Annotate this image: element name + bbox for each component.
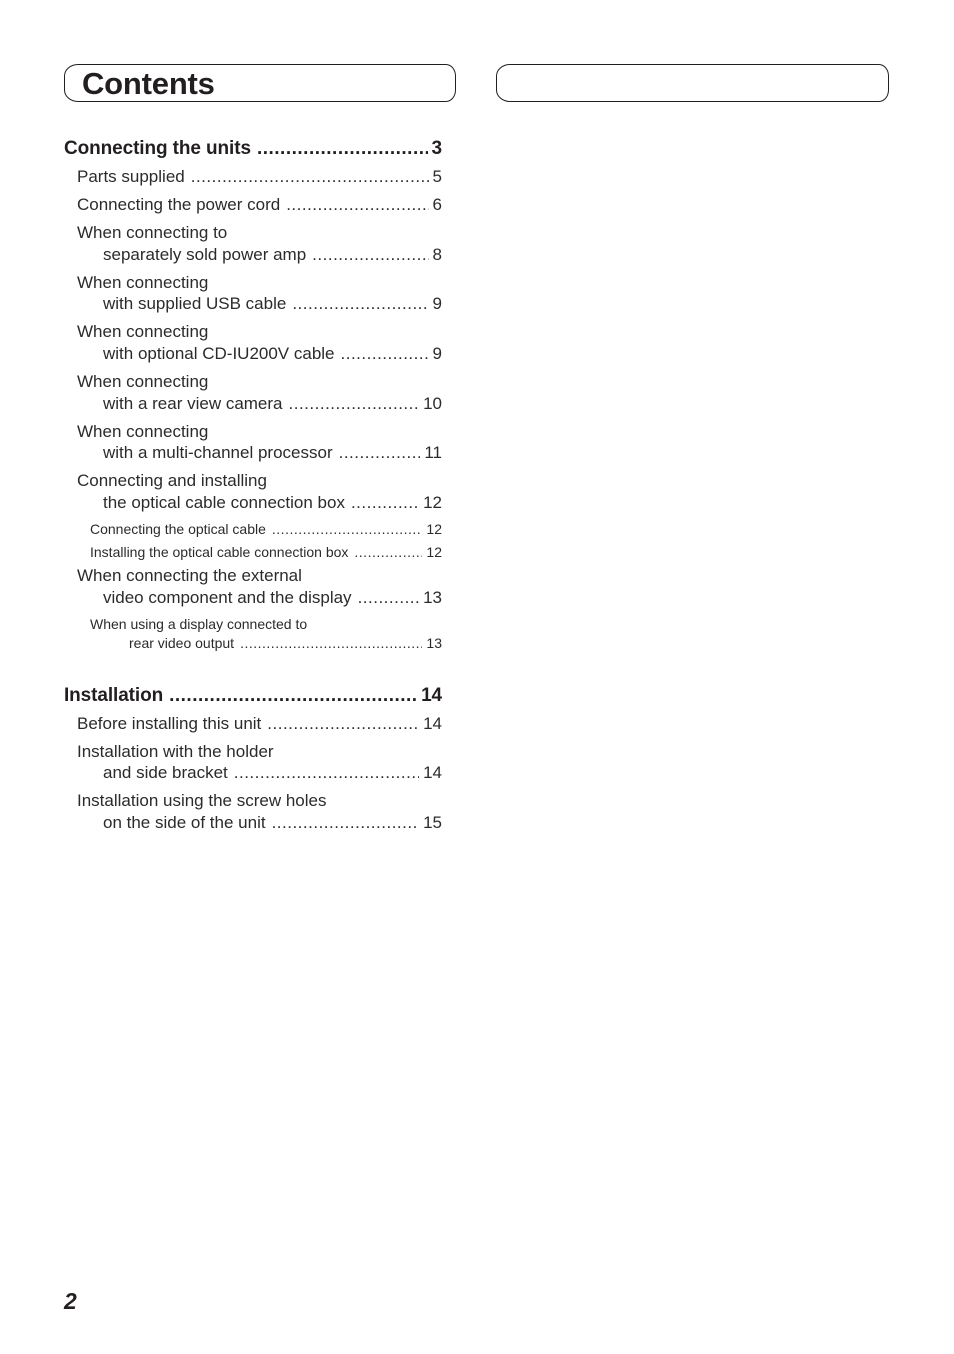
toc-entry-optical-box-line1[interactable]: Connecting and installing xyxy=(77,471,267,490)
toc-entry-power-cord[interactable]: Connecting the power cord ..... 6 xyxy=(64,195,442,215)
toc-entry-screw-holes-line1[interactable]: Installation using the screw holes xyxy=(77,791,327,810)
toc-section-connecting-units[interactable]: Connecting the units ..... 3 xyxy=(64,138,442,160)
toc-entry-usb-cable[interactable]: with supplied USB cable ..... 9 xyxy=(64,294,442,314)
toc-entry-external-video-line1[interactable]: When connecting the external xyxy=(77,566,302,585)
toc-entry-optical-box[interactable]: the optical cable connection box ..... 12 xyxy=(64,493,442,513)
empty-title-box xyxy=(496,64,889,102)
toc-entry-cd-iu200v[interactable]: with optional CD-IU200V cable ..... 9 xyxy=(64,344,442,364)
toc-entry-power-amp[interactable]: separately sold power amp ..... 8 xyxy=(64,245,442,265)
toc-entry-optical-cable[interactable]: Connecting the optical cable ..... 12 xyxy=(64,521,442,537)
toc-entry-holder-bracket[interactable]: and side bracket ..... 14 xyxy=(64,763,442,783)
toc-entry-before-installing[interactable]: Before installing this unit ..... 14 xyxy=(64,714,442,734)
toc-entry-rear-camera[interactable]: with a rear view camera ..... 10 xyxy=(64,394,442,414)
toc-entry-multi-channel-line1[interactable]: When connecting xyxy=(77,422,209,441)
page-number: 2 xyxy=(64,1288,77,1314)
toc-entry-cd-iu200v-line1[interactable]: When connecting xyxy=(77,322,209,341)
toc-entry-rear-video-line1[interactable]: When using a display connected to xyxy=(90,616,308,632)
page-title: Contents xyxy=(82,66,215,101)
toc-entry-power-amp-line1[interactable]: When connecting to xyxy=(77,223,228,242)
toc-entry-multi-channel[interactable]: with a multi-channel processor ..... 11 xyxy=(64,443,442,463)
toc-section-installation[interactable]: Installation ..... 14 xyxy=(64,685,442,707)
toc-entry-install-optical-box[interactable]: Installing the optical cable connection box ..... 12 xyxy=(64,544,442,560)
toc-entry-usb-line1[interactable]: When connecting xyxy=(77,273,209,292)
toc-entry-rear-video-output[interactable]: rear video output ..... 13 xyxy=(64,635,442,651)
toc-entry-rear-camera-line1[interactable]: When connecting xyxy=(77,372,209,391)
toc-entry-parts-supplied[interactable]: Parts supplied ..... 5 xyxy=(64,167,442,187)
toc-entry-holder-line1[interactable]: Installation with the holder xyxy=(77,742,274,761)
toc-entry-external-video[interactable]: video component and the display ..... 13 xyxy=(64,588,442,608)
toc-entry-screw-holes[interactable]: on the side of the unit ..... 15 xyxy=(64,813,442,833)
contents-title-box xyxy=(64,64,456,102)
